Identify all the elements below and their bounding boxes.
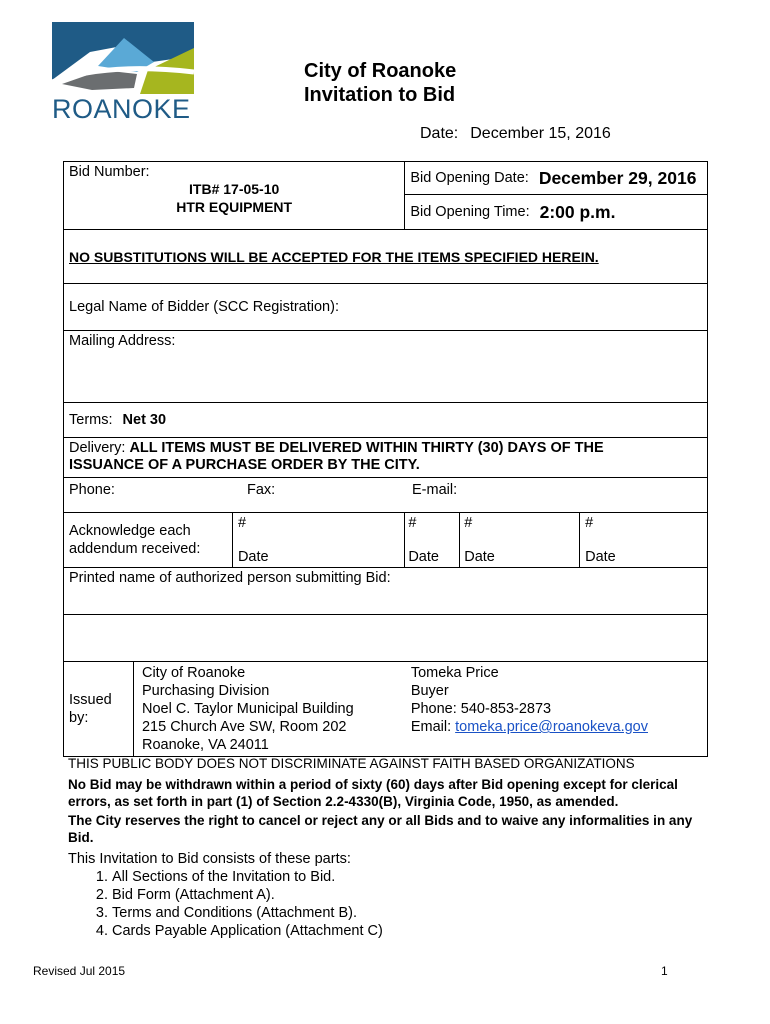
bid-number-value: ITB# 17-05-10 [189, 181, 280, 197]
buyer-email-link[interactable]: tomeka.price@roanokeva.gov [455, 719, 648, 735]
page-title [304, 59, 456, 107]
buyer-phone: Phone: 540-853-2873 [410, 701, 552, 717]
legal-name-label: Legal Name of Bidder (SCC Registration): [69, 299, 339, 315]
bid-opening-time-value: 2:00 p.m. [539, 201, 616, 222]
contact-cell [64, 478, 708, 513]
addendum-3-cell[interactable] [460, 513, 580, 568]
parts-list-item: 2. Bid Form (Attachment A). [112, 886, 383, 904]
nondiscrimination-statement: THIS PUBLIC BODY DOES NOT DISCRIMINATE AGAINST FAITH BASED ORGANIZATIONS [68, 756, 635, 771]
date-label: Date: [420, 125, 459, 142]
bid-number-block [64, 180, 404, 216]
issuer-line: City of Roanoke [141, 665, 246, 681]
logo-mark-icon [52, 22, 194, 94]
parts-list-item: 3. Terms and Conditions (Attachment B). [112, 904, 383, 922]
addendum-2 [405, 513, 459, 567]
addendum-2-cell[interactable] [405, 513, 460, 568]
bid-opening-cell [405, 162, 708, 230]
bid-opening-date-value: December 29, 2016 [538, 167, 697, 188]
addendum-4-cell[interactable] [580, 513, 708, 568]
parts-list-item: 1. All Sections of the Invitation to Bid. [112, 868, 383, 886]
mailing-address-cell[interactable] [64, 331, 708, 403]
parts-list [68, 868, 383, 940]
bid-opening-time-label: Bid Opening Time: [410, 204, 530, 220]
parts-list-item: 4. Cards Payable Application (Attachment C) [112, 922, 383, 940]
addendum-4 [580, 513, 707, 567]
addendum-1 [233, 513, 404, 567]
terms-label: Terms: [69, 412, 113, 428]
bid-opening-date-row [405, 162, 707, 195]
addendum-4-date: Date [585, 549, 616, 565]
terms-value: Net 30 [122, 412, 167, 428]
delivery-label: Delivery: [69, 440, 126, 456]
issuer-line: Roanoke, VA 24011 [141, 737, 269, 753]
phone-label: Phone: [69, 482, 115, 498]
no-substitutions-notice: NO SUBSTITUTIONS WILL BE ACCEPTED FOR THE ITEMS SPECIFIED HEREIN. [69, 248, 599, 265]
document-date [420, 125, 611, 143]
buyer-contact [405, 662, 707, 738]
issuer-address-cell [133, 662, 404, 757]
delivery-cell [64, 438, 708, 478]
parts-section [68, 850, 383, 940]
addendum-3-number: # [464, 515, 473, 531]
addendum-4-number: # [585, 515, 594, 531]
addendum-2-number: # [408, 515, 417, 531]
buyer-contact-cell [405, 662, 708, 757]
addendum-2-date: Date [408, 549, 439, 565]
bid-number-label: Bid Number: [69, 164, 150, 180]
delivery-value: ALL ITEMS MUST BE DELIVERED WITHIN THIRTY (30) DAYS OF THE ISSUANCE OF A PURCHASE ORDER BY THE CITY. [69, 440, 604, 473]
issuer-line: Purchasing Division [141, 683, 270, 699]
contact-row [64, 478, 707, 512]
buyer-email-row [411, 718, 701, 736]
title-line-1: City of Roanoke [304, 60, 457, 82]
addendum-1-number: # [237, 515, 247, 531]
delivery-row [64, 438, 707, 476]
issuer-line: Noel C. Taylor Municipal Building [141, 701, 354, 717]
reserve-statement: The City reserves the right to cancel or reject any or all Bids and to waive any informalities in any Bid. [68, 813, 693, 845]
issued-by-label: Issued by: [69, 692, 112, 726]
mailing-address-label: Mailing Address: [69, 333, 176, 349]
terms-cell [64, 403, 708, 438]
printed-name-label: Printed name of authorized person submitting Bid: [69, 570, 391, 586]
signature-cell[interactable] [64, 615, 708, 662]
fax-label: Fax: [247, 482, 276, 498]
buyer-name: Tomeka Price [410, 665, 499, 681]
bid-item: HTR EQUIPMENT [176, 199, 293, 215]
addendum-1-cell[interactable] [232, 513, 404, 568]
terms-row [64, 410, 707, 430]
parts-intro: This Invitation to Bid consists of these parts: [68, 851, 351, 867]
bid-form-table [63, 161, 708, 757]
issuer-address [134, 662, 405, 756]
acknowledge-label: Acknowledge each addendum received: [69, 523, 201, 557]
legal-name-cell[interactable] [64, 284, 708, 331]
roanoke-logo [52, 22, 194, 122]
issued-by-label-cell [64, 662, 134, 757]
revision-note: Revised Jul 2015 [33, 964, 126, 978]
buyer-title: Buyer [410, 683, 449, 699]
notice-cell [64, 230, 708, 284]
bid-opening-date-label: Bid Opening Date: [410, 170, 529, 186]
addendum-3 [460, 513, 579, 567]
buyer-email-label: Email: [410, 719, 452, 735]
withdrawal-statement: No Bid may be withdrawn within a period of sixty (60) days after Bid opening except for clerical errors, as set forth in part (1) of Section 2.2-4330(B), Virginia Code, 1950, as amended. [68, 777, 678, 809]
addendum-1-date: Date [237, 549, 269, 565]
date-value: December 15, 2016 [470, 125, 611, 142]
bid-number-cell [64, 162, 405, 230]
email-label: E-mail: [412, 482, 458, 498]
bid-opening-time-row [405, 195, 707, 229]
addendum-3-date: Date [464, 549, 495, 565]
page-number: 1 [661, 964, 668, 978]
issuer-line: 215 Church Ave SW, Room 202 [141, 719, 347, 735]
title-line-2: Invitation to Bid [304, 84, 456, 106]
logo-text: ROANOKE [52, 94, 191, 124]
acknowledge-cell [64, 513, 233, 568]
printed-name-cell[interactable] [64, 568, 708, 615]
